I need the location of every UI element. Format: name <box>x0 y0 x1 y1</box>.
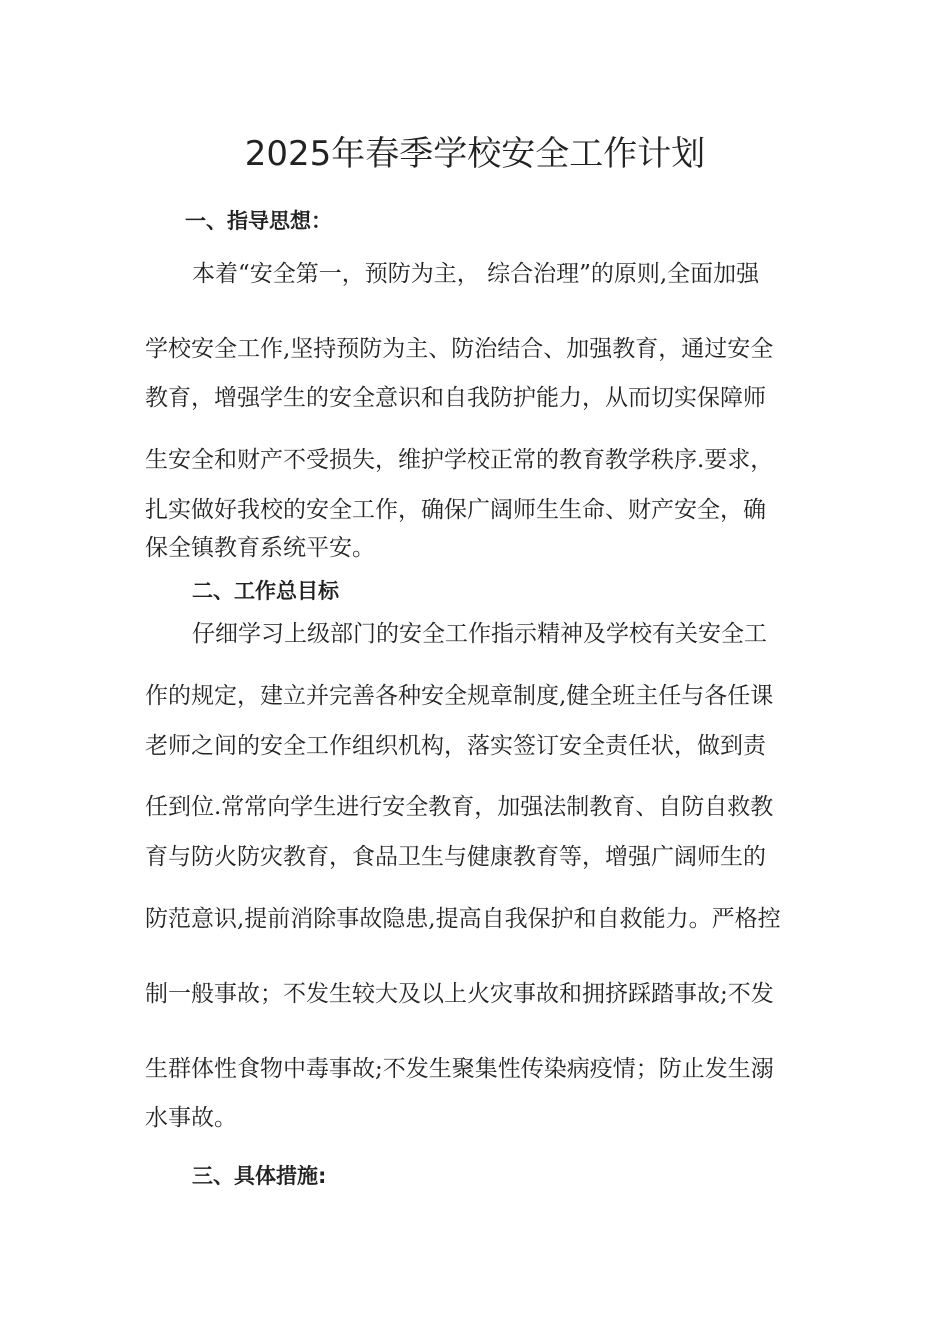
paragraph-line: 水事故。 <box>145 1105 237 1131</box>
paragraph-line: 作的规定，建立并完善各种安全规章制度,健全班主任与各任课 <box>145 683 774 709</box>
paragraph-line: 学校安全工作,坚持预防为主、防治结合、加强教育，通过安全 <box>145 336 774 362</box>
document-title: 2025年春季学校安全工作计划 <box>244 134 706 174</box>
paragraph-line: 育与防火防灾教育，食品卫生与健康教育等，增强广阔师生的 <box>145 844 766 870</box>
paragraph-line: 本着“安全第一，预防为主， 综合治理”的原则,全面加强 <box>192 261 760 287</box>
section-heading-overall-goal: 二、工作总目标 <box>192 579 339 603</box>
paragraph-line: 老师之间的安全工作组织机构，落实签订安全责任状，做到责 <box>145 733 766 759</box>
paragraph-line: 任到位.常常向学生进行安全教育，加强法制教育、自防自救教 <box>145 794 774 820</box>
paragraph-line: 教育，增强学生的安全意识和自我防护能力，从而切实保障师 <box>145 385 766 411</box>
section-heading-specific-measures: 三、具体措施: <box>192 1164 327 1188</box>
paragraph-line: 扎实做好我校的安全工作，确保广阔师生生命、财产安全，确 <box>145 497 766 523</box>
paragraph-line: 生群体性食物中毒事故;不发生聚集性传染病疫情；防止发生溺 <box>145 1056 774 1082</box>
paragraph-line: 制一般事故；不发生较大及以上火灾事故和拥挤踩踏事故;不发 <box>145 981 774 1007</box>
paragraph-line: 仔细学习上级部门的安全工作指示精神及学校有关安全工 <box>192 621 767 647</box>
paragraph-line: 防范意识,提前消除事故隐患,提高自我保护和自救能力。严格控 <box>145 906 781 932</box>
section-heading-guiding-ideology: 一、指导思想： <box>185 209 332 233</box>
paragraph-line: 保全镇教育系统平安。 <box>145 535 375 561</box>
paragraph-line: 生安全和财产不受损失，维护学校正常的教育教学秩序.要求， <box>145 447 774 473</box>
